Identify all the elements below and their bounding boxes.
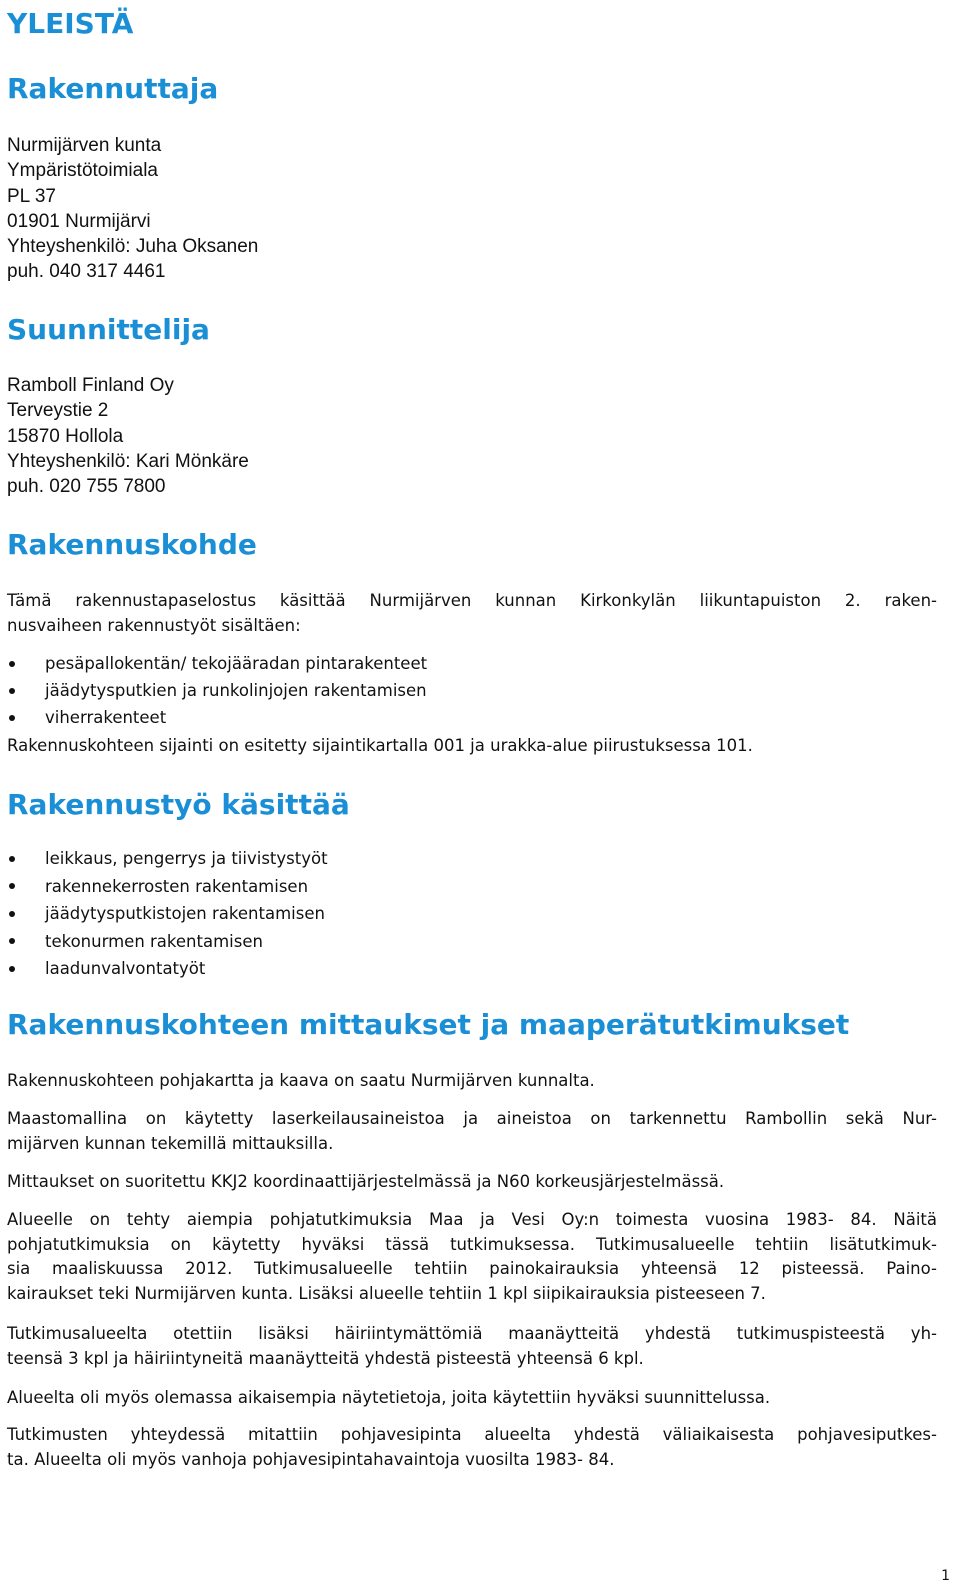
rakennuskohde-intro [7, 589, 937, 638]
paragraph [7, 1069, 937, 1094]
paragraph [7, 1423, 937, 1472]
heading-rakennuskohde: Rakennuskohde [7, 528, 257, 561]
paragraph-line: teensä 3 kpl ja häiriintyneitä maanäytteitä yhdestä pisteestä yhteensä 6 kpl. [7, 1348, 644, 1368]
paragraph-line: Alueelle on tehty aiempia pohjatutkimuksia Maa ja Vesi Oy:n toimesta vuosina 1983- 84. Näitä [7, 1210, 937, 1229]
paragraph-line: Tutkimusalueelta otettiin lisäksi häiriintymättömiä maanäytteitä yhdestä tutkimuspisteestä yh- [7, 1324, 937, 1343]
paragraph-line: Maastomallina on käytetty laserkeilausaineistoa ja aineistoa on tarkennettu Rambollin sekä Nur- [7, 1109, 937, 1128]
bullet-icon [9, 688, 15, 694]
heading-mittaukset: Rakennuskohteen mittaukset ja maaperätutkimukset [7, 1008, 850, 1041]
rakennustyo-bullet-list [7, 845, 328, 983]
address-line: PL 37 [7, 185, 56, 207]
phone-number: puh. 020 755 7800 [7, 476, 166, 498]
bullet-icon [9, 966, 15, 972]
address-line: Ympäristötoimiala [7, 160, 158, 182]
paragraph-line: Rakennuskohteen pohjakartta ja kaava on saatu Nurmijärven kunnalta. [7, 1071, 595, 1090]
list-item: viherrakenteet [7, 704, 427, 731]
phone-number: puh. 040 317 4461 [7, 261, 166, 283]
paragraph [7, 1170, 937, 1195]
list-item: jäädytysputkien ja runkolinjojen rakentamisen [7, 677, 427, 704]
paragraph [7, 1322, 937, 1371]
paragraph-line: sia maaliskuussa 2012. Tutkimusalueelle tehtiin painokairauksia yhteensä 12 pisteessä. Paino- [7, 1259, 937, 1279]
bullet-icon [9, 661, 15, 667]
paragraph-line: Tutkimusten yhteydessä mitattiin pohjavesipinta alueelta yhdestä väliaikaisesta pohjavesiputkes- [7, 1425, 937, 1444]
heading-rakennuttaja: Rakennuttaja [7, 72, 219, 105]
list-item: leikkaus, pengerrys ja tiivistystyöt [7, 845, 328, 873]
bullet-icon [9, 856, 15, 862]
contact-person: Yhteyshenkilö: Kari Mönkäre [7, 450, 249, 472]
rakennuskohde-location [7, 734, 937, 759]
address-line: Nurmijärven kunta [7, 135, 162, 156]
paragraph-line: Mittaukset on suoritettu KKJ2 koordinaattijärjestelmässä ja N60 korkeusjärjestelmässä. [7, 1172, 725, 1191]
list-item: jäädytysputkistojen rakentamisen [7, 900, 328, 928]
heading-rakennustyo: Rakennustyö käsittää [7, 788, 350, 821]
bullet-icon [9, 715, 15, 721]
address-line: 15870 Hollola [7, 425, 124, 447]
paragraph [7, 1386, 937, 1411]
paragraph-line: pohjatutkimuksia on käytetty hyväksi tässä tutkimuksessa. Tutkimusalueelle tehtiin lisätutkimuk- [7, 1234, 937, 1254]
paragraph-line: kairaukset teki Nurmijärven kunta. Lisäksi alueelle tehtiin 1 kpl siipikairauksia pisteeseen 7. [7, 1283, 766, 1303]
paragraph-line: mijärven kunnan tekemillä mittauksilla. [7, 1133, 334, 1153]
rakennuskohde-bullet-list [7, 650, 427, 731]
bullet-icon [9, 883, 15, 889]
paragraph-line: Tämä rakennustapaselostus käsittää Nurmijärven kunnan Kirkonkylän liikuntapuiston 2. raken- [7, 591, 937, 610]
address-line: 01901 Nurmijärvi [7, 210, 151, 232]
suunnittelija-address [7, 373, 249, 499]
paragraph [7, 1208, 937, 1306]
list-item: laadunvalvontatyöt [7, 955, 328, 983]
address-line: Ramboll Finland Oy [7, 375, 174, 396]
list-item: rakennekerrosten rakentamisen [7, 873, 328, 901]
paragraph-line: Rakennuskohteen sijainti on esitetty sijaintikartalla 001 ja urakka-alue piirustuksessa 101. [7, 736, 753, 755]
paragraph-line: ta. Alueelta oli myös vanhoja pohjavesipintahavaintoja vuosilta 1983- 84. [7, 1449, 615, 1469]
address-line: Terveystie 2 [7, 400, 109, 422]
paragraph [7, 1107, 937, 1156]
page-number: 1 [941, 1568, 950, 1584]
bullet-icon [9, 911, 15, 917]
list-item: tekonurmen rakentamisen [7, 928, 328, 956]
heading-suunnittelija: Suunnittelija [7, 313, 210, 346]
bullet-icon [9, 938, 15, 944]
page-title: YLEISTÄ [7, 7, 134, 40]
rakennuttaja-address [7, 133, 258, 285]
paragraph-line: nusvaiheen rakennustyöt sisältäen: [7, 615, 301, 635]
list-item: pesäpallokentän/ tekojääradan pintarakenteet [7, 650, 427, 677]
contact-person: Yhteyshenkilö: Juha Oksanen [7, 236, 259, 258]
paragraph-line: Alueelta oli myös olemassa aikaisempia näytetietoja, joita käytettiin hyväksi suunnittelussa. [7, 1388, 771, 1407]
